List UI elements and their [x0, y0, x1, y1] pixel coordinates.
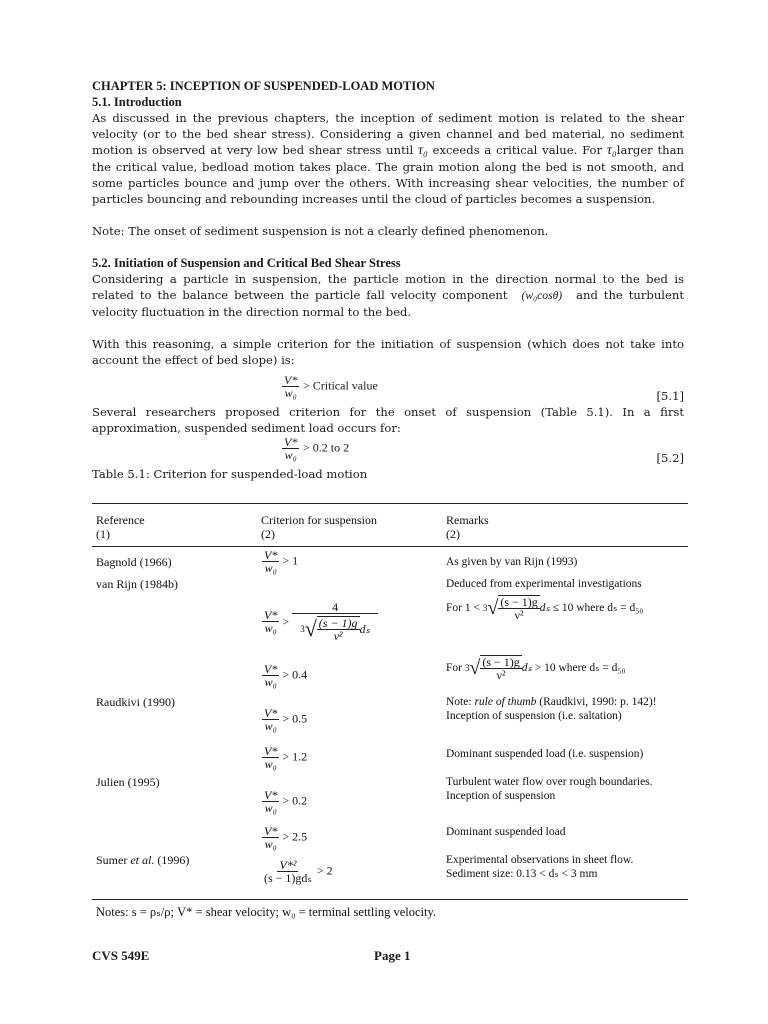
remark-3: For 1 < 3 √ $\frac{(s - 1)g}{\text{ν²}}$ dₛ ≤ 10 where dₛ = d₅₀ — [446, 595, 644, 622]
header-remarks: Remarks (2) — [446, 513, 489, 541]
fall-velocity-component: (w₀cosθ) — [521, 289, 563, 302]
tau0-symbol: τ₀ — [417, 143, 428, 158]
remark-8: Dominant suspended load — [446, 826, 566, 838]
eq1-fraction: $\frac{V*}{\text{w₀}}$ — [284, 373, 298, 400]
tau0-symbol: τ₀ — [606, 143, 617, 158]
table-bottom-rule — [92, 899, 688, 900]
section-5-2-paragraph — [92, 271, 684, 320]
section-5-1-heading: 5.1. Introduction — [92, 95, 182, 109]
eq1-rhs: > Critical value — [303, 378, 378, 393]
equation-5-1 — [92, 374, 684, 404]
equation-5-2 — [92, 436, 684, 466]
table-notes: Notes: s = ρₛ/ρ; V* = shear velocity; w₀ = terminal settling velocity. — [96, 905, 437, 919]
section-5-2-heading: 5.2. Initiation of Suspension and Critical Bed Shear Stress — [92, 256, 401, 270]
criterion-4: $\frac{V*}{\text{w₀}}$ > 0.5 — [264, 706, 308, 733]
table-caption: Table 5.1: Criterion for suspended-load motion — [92, 467, 368, 481]
intro-text-c: larger than the critical value, bedload motion takes place. The grain motion along the bed is not smooth, and some particles bounce and jump over the others. With increasing shear velocities, the number of particles bouncing and rebounding increases until the cloud of particles becomes a suspension. — [92, 143, 685, 206]
ref-raudkivi: Raudkivi (1990) — [96, 695, 175, 709]
course-code: CVS 549E — [92, 948, 150, 963]
ref-julien: Julien (1995) — [96, 775, 160, 789]
criterion-7: $\frac{V*}{\text{w₀}}$ > 2.5 — [264, 824, 308, 851]
criterion-8: $\frac{\text{V*²}}{\text{(s − 1)gdₛ}}$ > 2 — [264, 858, 333, 885]
remark-6: Dominant suspended load (i.e. suspension) — [446, 748, 644, 760]
s52-paragraph-3: Several researchers proposed criterion for the onset of suspension (Table 5.1). In a first approximation, suspended sediment load occurs for: — [92, 405, 684, 435]
eq2-rhs: > 0.2 to 2 — [303, 440, 350, 455]
chapter-title: CHAPTER 5: INCEPTION OF SUSPENDED-LOAD MOTION — [92, 79, 435, 93]
ref-bagnold: Bagnold (1966) — [96, 555, 172, 569]
remark-1: As given by van Rijn (1993) — [446, 556, 578, 568]
criterion-2: $\frac{V*}{\text{w₀}}$ > 4 3 √ $\frac{(s - 1)g}{\text{ν²}}$ dₛ — [262, 601, 378, 642]
section-5-1-paragraph — [92, 110, 684, 207]
remark-7: Turbulent water flow over rough boundaries. Inception of suspension — [446, 776, 653, 802]
criterion-1: $\frac{V*}{\text{w₀}}$ > 1 — [264, 548, 299, 575]
intro-text-a: As discussed in the previous chapters, the inception of sediment motion is related to the shear velocity (or to the bed shear stress). Considering a given channel and bed material, no sediment motion is observed at very low bed shear stress until — [92, 111, 684, 157]
header-criterion: Criterion for suspension (2) — [261, 513, 377, 541]
remark-9: Experimental observations in sheet flow. Sediment size: 0.13 < dₛ < 3 mm — [446, 854, 634, 880]
criterion-3: $\frac{V*}{\text{w₀}}$ > 0.4 — [264, 662, 308, 689]
ref-vanrijn: van Rijn (1984b) — [96, 577, 178, 591]
page-number: Page 1 — [374, 948, 411, 963]
eq1-label: [5.1] — [656, 389, 684, 403]
remark-4: For 3 √ $\frac{(s - 1)g}{\text{ν²}}$ dₛ > 10 where dₛ = d₅₀ — [446, 655, 626, 682]
remark-2: Deduced from experimental investigations — [446, 578, 642, 590]
criterion-5: $\frac{V*}{\text{w₀}}$ > 1.2 — [264, 744, 308, 771]
table-header-rule — [92, 546, 688, 547]
ref-sumer: Sumer et al. (1996) — [96, 853, 190, 867]
criterion-6: $\frac{V*}{\text{w₀}}$ > 0.2 — [264, 788, 308, 815]
table-top-rule — [92, 503, 688, 504]
remark-5: Note: rule of thumb (Raudkivi, 1990: p. 142)! Inception of suspension (i.e. saltation) — [446, 696, 657, 722]
eq2-fraction: $\frac{V*}{\text{w₀}}$ — [284, 435, 298, 462]
s52-text-b: and the turbulent velocity fluctuation in the direction normal to the bed. — [92, 288, 684, 319]
note-text: Note: The onset of sediment suspension is not a clearly defined phenomenon. — [92, 224, 549, 238]
page-body — [92, 78, 684, 482]
intro-text-b: exceeds a critical value. For — [432, 143, 603, 157]
eq2-label: [5.2] — [656, 451, 684, 465]
header-reference: Reference (1) — [96, 513, 145, 541]
s52-paragraph-2: With this reasoning, a simple criterion for the initiation of suspension (which does not take into account the effect of bed slope) is: — [92, 337, 684, 367]
s52-text-a: Considering a particle in suspension, the particle motion in the direction normal to the bed is related to the balance between the particle fall velocity component — [92, 272, 684, 302]
